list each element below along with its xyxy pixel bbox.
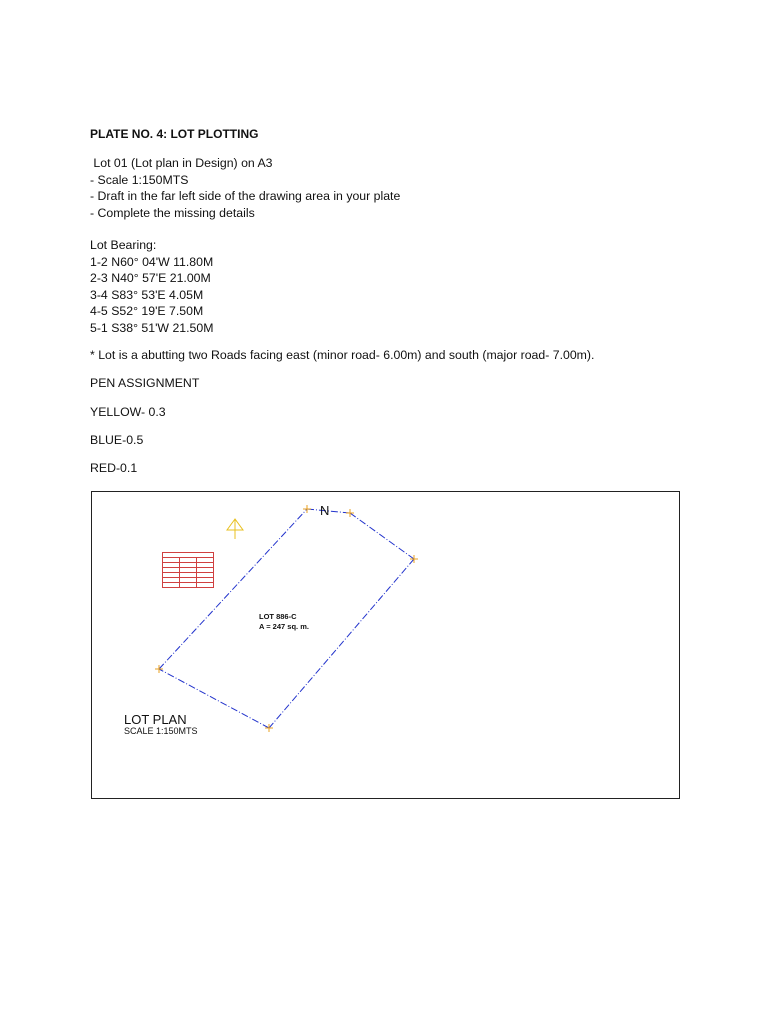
bearing-table-cell bbox=[163, 583, 180, 588]
north-label: N bbox=[320, 503, 330, 518]
plan-scale: SCALE 1:150MTS bbox=[124, 726, 198, 736]
bearing-line: 1-2 N60° 04'W 11.80M bbox=[90, 254, 214, 269]
road-note: * Lot is a abutting two Roads facing east (minor road- 6.00m) and south (major road- 7.00m). bbox=[90, 348, 595, 362]
boundary-line-2-3 bbox=[159, 509, 307, 669]
boundary-line-5-1 bbox=[269, 559, 414, 728]
pen-red: RED-0.1 bbox=[90, 461, 138, 475]
instruction-line: - Draft in the far left side of the drawing area in your plate bbox=[90, 189, 401, 204]
bearing-line: 2-3 N40° 57'E 21.00M bbox=[90, 271, 211, 286]
plan-title: LOT PLAN bbox=[124, 712, 187, 727]
bearing-table-cell bbox=[197, 583, 214, 588]
instructions bbox=[90, 155, 400, 221]
lot-plan-drawing bbox=[91, 491, 680, 799]
bearing-line: 3-4 S83° 53'E 4.05M bbox=[90, 287, 204, 302]
boundary-line-4-5 bbox=[350, 513, 414, 559]
lot-area-label: A = 247 sq. m. bbox=[259, 622, 309, 631]
bearing-table bbox=[162, 552, 214, 588]
lot-plan-svg bbox=[92, 492, 681, 800]
instruction-line: - Scale 1:150MTS bbox=[90, 172, 189, 187]
lot-name-label: LOT 886-C bbox=[259, 612, 297, 621]
bearing-line: 5-1 S38° 51'W 21.50M bbox=[90, 320, 214, 335]
bearing-line: 4-5 S52° 19'E 7.50M bbox=[90, 304, 204, 319]
north-arrow-icon bbox=[227, 519, 243, 539]
pen-blue: BLUE-0.5 bbox=[90, 433, 144, 447]
plate-title: PLATE NO. 4: LOT PLOTTING bbox=[90, 127, 259, 141]
pen-yellow: YELLOW- 0.3 bbox=[90, 405, 166, 419]
instruction-line: - Complete the missing details bbox=[90, 205, 255, 220]
lot-bearings bbox=[90, 237, 213, 337]
corner-marker bbox=[346, 509, 354, 517]
bearing-table-cell bbox=[180, 583, 197, 588]
pen-heading: PEN ASSIGNMENT bbox=[90, 376, 200, 390]
instruction-line: Lot 01 (Lot plan in Design) on A3 bbox=[90, 156, 273, 170]
bearing-heading: Lot Bearing: bbox=[90, 238, 157, 252]
